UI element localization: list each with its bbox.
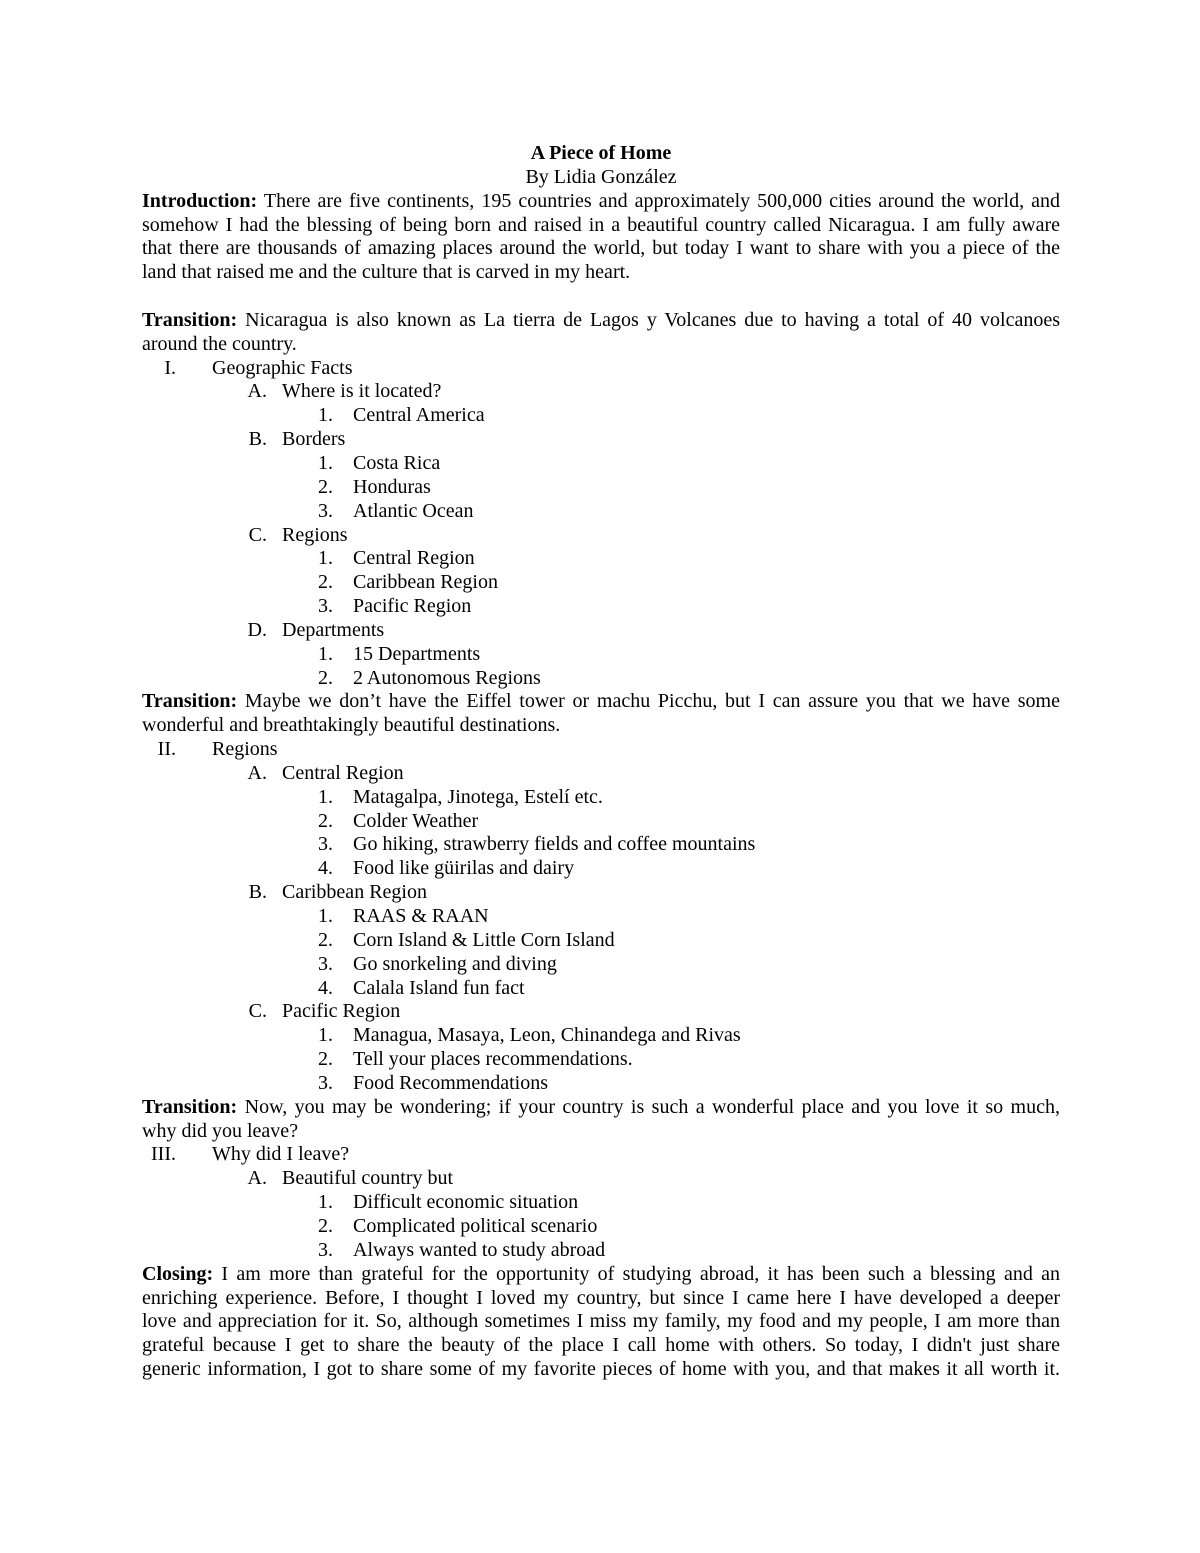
outline-subheading	[142, 1000, 1060, 1024]
item-text: Always wanted to study abroad	[353, 1238, 606, 1261]
outline-letter: C.	[248, 523, 267, 546]
outline-subheading	[142, 881, 1060, 905]
transition-line: Nicaragua is also known as La tierra de Lagos y Volcanes due to having a total of 40 volcanoes	[237, 308, 1060, 331]
outline-item	[142, 1024, 1060, 1048]
introduction-line: land that raised me and the culture that is carved in my heart.	[142, 261, 631, 284]
outline-letter: A.	[247, 380, 267, 403]
item-number: 1.	[318, 785, 333, 808]
outline-subheading	[142, 762, 1060, 786]
item-text: Go snorkeling and diving	[353, 952, 557, 975]
transition-label: Transition:	[142, 1095, 238, 1118]
item-number: 3.	[318, 952, 333, 975]
outline-item	[142, 833, 1060, 857]
roman-numeral: I.	[164, 356, 176, 379]
transition-paragraph	[142, 690, 1060, 738]
outline-letter: B.	[248, 428, 267, 451]
outline-item	[142, 1239, 1060, 1263]
heading-text: Regions	[212, 738, 278, 761]
item-number: 2.	[318, 809, 333, 832]
item-text: Central Region	[353, 547, 475, 570]
transition-line: around the country.	[142, 332, 297, 355]
item-text: Go hiking, strawberry fields and coffee mountains	[353, 833, 756, 856]
subheading-text: Departments	[282, 618, 385, 641]
transition-line: why did you leave?	[142, 1119, 299, 1142]
item-number: 3.	[318, 595, 333, 618]
subheading-text: Where is it located?	[282, 380, 442, 403]
outline-heading	[142, 357, 1060, 381]
outline-letter: C.	[248, 1000, 267, 1023]
outline-item	[142, 810, 1060, 834]
outline-item	[142, 977, 1060, 1001]
outline-item	[142, 547, 1060, 571]
closing-line: love and appreciation for it. So, although sometimes I miss my family, my food and my people, I am more than	[142, 1310, 1060, 1333]
item-number: 3.	[318, 1238, 333, 1261]
outline-section-regions	[142, 738, 1060, 1096]
document-author: By Lidia González	[525, 165, 677, 188]
item-text: Costa Rica	[353, 451, 441, 474]
item-number: 2.	[318, 1214, 333, 1237]
outline-section-geographic-facts	[142, 357, 1060, 691]
introduction-paragraph	[142, 190, 1060, 285]
document-title: A Piece of Home	[530, 142, 672, 164]
outline-item	[142, 595, 1060, 619]
closing-line: enriching experience. Before, I thought I loved my country, but since I came here I have developed a deeper	[142, 1286, 1060, 1309]
outline-letter: D.	[247, 618, 267, 641]
item-text: Difficult economic situation	[353, 1191, 579, 1214]
transition-line: wonderful and breathtakingly beautiful destinations.	[142, 714, 561, 737]
item-number: 2.	[318, 571, 333, 594]
transition-label: Transition:	[142, 308, 238, 331]
item-number: 2.	[318, 666, 333, 689]
outline-item	[142, 857, 1060, 881]
outline-letter: A.	[247, 761, 267, 784]
outline-subheading	[142, 619, 1060, 643]
transition-paragraph	[142, 309, 1060, 357]
item-text: RAAS & RAAN	[353, 905, 489, 927]
transition-line: Now, you may be wondering; if your country is such a wonderful place and you love it so much,	[237, 1095, 1060, 1118]
subheading-text: Caribbean Region	[282, 881, 427, 904]
item-number: 4.	[318, 976, 333, 999]
item-text: Complicated political scenario	[353, 1214, 598, 1237]
outline-subheading	[142, 524, 1060, 548]
outline-item	[142, 1215, 1060, 1239]
item-text: Atlantic Ocean	[353, 499, 474, 522]
item-text: Managua, Masaya, Leon, Chinandega and Rivas	[353, 1024, 741, 1047]
closing-paragraph	[142, 1263, 1060, 1382]
outline-item	[142, 953, 1060, 977]
outline-item	[142, 1048, 1060, 1072]
document-body	[142, 142, 1060, 1382]
item-text: Pacific Region	[353, 595, 472, 618]
item-number: 1.	[318, 404, 333, 427]
item-text: Food like güirilas and dairy	[353, 857, 575, 880]
outline-item	[142, 667, 1060, 691]
outline-letter: B.	[248, 881, 267, 904]
item-text: Matagalpa, Jinotega, Estelí etc.	[353, 785, 603, 808]
outline-item	[142, 1072, 1060, 1096]
outline-section-why-did-i-leave	[142, 1143, 1060, 1262]
outline-item	[142, 1191, 1060, 1215]
outline-letter: A.	[247, 1167, 267, 1190]
item-number: 1.	[318, 451, 333, 474]
item-text: Caribbean Region	[353, 571, 498, 594]
closing-label: Closing:	[142, 1262, 214, 1285]
outline-item	[142, 643, 1060, 667]
outline-item	[142, 571, 1060, 595]
transition-line: Maybe we don’t have the Eiffel tower or machu Picchu, but I can assure you that we have some	[237, 690, 1060, 713]
outline-item	[142, 929, 1060, 953]
outline-item	[142, 452, 1060, 476]
item-number: 3.	[318, 499, 333, 522]
roman-numeral: II.	[157, 738, 176, 761]
item-text: Tell your places recommendations.	[353, 1048, 633, 1071]
heading-text: Geographic Facts	[212, 356, 353, 379]
subheading-text: Regions	[282, 523, 348, 546]
item-text: Food Recommendations	[353, 1071, 548, 1094]
item-number: 1.	[318, 547, 333, 570]
outline-subheading	[142, 1167, 1060, 1191]
item-text: Honduras	[353, 475, 431, 498]
introduction-label: Introduction:	[142, 189, 258, 212]
item-text: Calala Island fun fact	[353, 976, 525, 999]
item-number: 2.	[318, 1048, 333, 1071]
transition-paragraph	[142, 1096, 1060, 1144]
outline-heading	[142, 1143, 1060, 1167]
introduction-line: There are five continents, 195 countries and approximately 500,000 cities around the world, and	[257, 189, 1060, 212]
outline-item	[142, 500, 1060, 524]
introduction-line: somehow I had the blessing of being born and raised in a beautiful country called Nicaragua. I am fully aware	[142, 213, 1060, 236]
item-number: 1.	[318, 642, 333, 665]
item-number: 4.	[318, 857, 333, 880]
outline-item	[142, 476, 1060, 500]
subheading-text: Pacific Region	[282, 1000, 401, 1023]
heading-text: Why did I leave?	[212, 1143, 350, 1166]
outline-item	[142, 404, 1060, 428]
outline-heading	[142, 738, 1060, 762]
transition-label: Transition:	[142, 690, 238, 713]
closing-line: grateful because I get to share the beauty of the place I call home with others. So today, I didn't just share	[142, 1334, 1060, 1357]
item-text: 2 Autonomous Regions	[353, 666, 541, 689]
item-number: 1.	[318, 905, 333, 927]
item-number: 3.	[318, 1071, 333, 1094]
closing-line: generic information, I got to share some of my favorite pieces of home with you, and that makes it all worth it.	[142, 1358, 1060, 1381]
outline-item	[142, 905, 1060, 929]
item-text: Colder Weather	[353, 809, 479, 832]
item-number: 3.	[318, 833, 333, 856]
item-number: 1.	[318, 1191, 333, 1214]
blank-line	[142, 285, 1060, 309]
outline-subheading	[142, 428, 1060, 452]
subheading-text: Beautiful country but	[282, 1167, 454, 1190]
item-text: 15 Departments	[353, 642, 481, 665]
item-number: 1.	[318, 1024, 333, 1047]
item-text: Corn Island & Little Corn Island	[353, 928, 615, 951]
item-number: 2.	[318, 475, 333, 498]
subheading-text: Central Region	[282, 761, 404, 784]
outline-item	[142, 786, 1060, 810]
subheading-text: Borders	[282, 428, 346, 451]
item-text: Central America	[353, 404, 485, 427]
introduction-line: that there are thousands of amazing places around the world, but today I want to share with you a piece of the	[142, 237, 1060, 260]
roman-numeral: III.	[151, 1143, 176, 1166]
closing-line: I am more than grateful for the opportunity of studying abroad, it has been such a blessing and an	[213, 1262, 1060, 1285]
item-number: 2.	[318, 928, 333, 951]
outline-subheading	[142, 380, 1060, 404]
